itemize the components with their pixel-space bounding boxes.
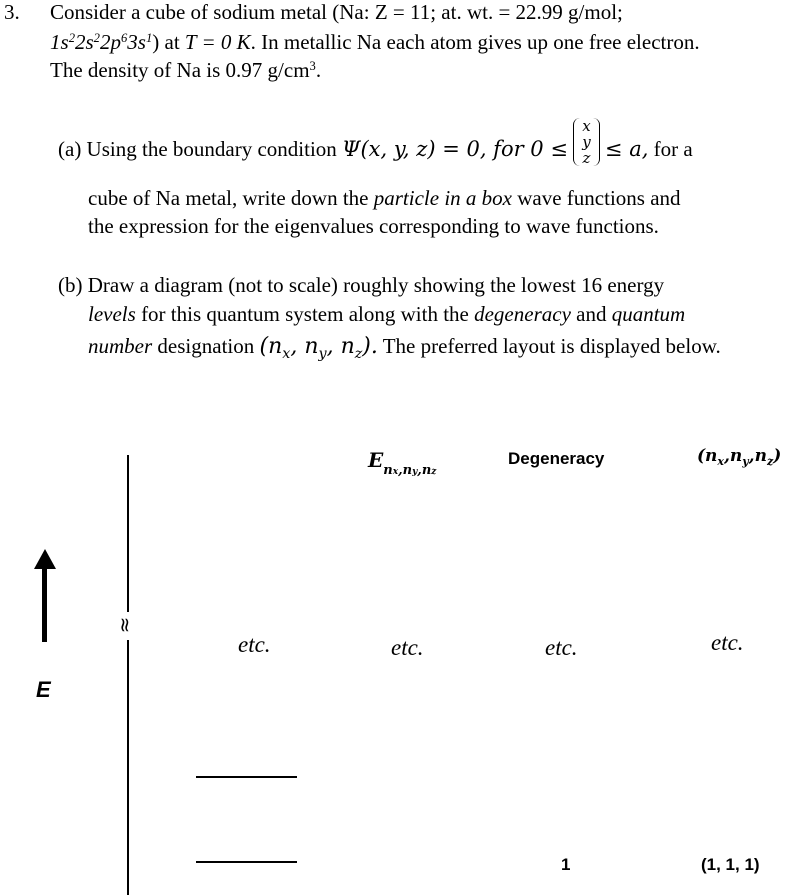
part-b-line3 <box>88 334 721 362</box>
config-3s-exp: 1 <box>145 31 153 46</box>
coordinate-vector <box>573 118 599 166</box>
quantum-number-column-header: $(n_x,n_y,n_z)$ <box>697 446 782 468</box>
energy-arrow-head-icon <box>34 549 56 569</box>
energy-arrow-shaft <box>42 566 47 642</box>
config-2p-exp: 6 <box>120 31 128 46</box>
part-b-line3-end: The preferred layout is displayed below. <box>382 334 721 358</box>
levels-word: levels <box>88 302 136 326</box>
intro-line2-end: . In metallic Na each atom gives up one free electron. <box>250 30 700 54</box>
etc-levels: etc. <box>238 632 271 657</box>
config-1s-exp: 2 <box>68 31 75 46</box>
quantum-number-tuple: ($n_x$, $n_y$, $n_z$). <box>259 334 378 362</box>
energy-column-header: $E_{nx,ny,nz}$ <box>368 448 437 478</box>
boundary-condition: Ψ(x, y, z) = 0, for 0 ≤ <box>342 136 568 161</box>
config-2p: 2p <box>99 30 121 54</box>
part-a-line1-end: for a <box>653 136 693 161</box>
ground-level-quantum-numbers: (1, 1, 1) <box>701 855 760 874</box>
etc-energies: etc. <box>391 635 424 660</box>
vector-right-brace <box>593 118 600 166</box>
number-word: number <box>88 334 153 358</box>
quantum-header-open: (n <box>697 446 718 466</box>
vector-left-brace <box>573 118 580 166</box>
energy-axis-upper <box>127 455 129 612</box>
question-intro-line1: Consider a cube of sodium metal (Na: Z = 11; at. wt. = 22.99 g/mol; <box>50 0 623 24</box>
temperature: T = 0 K <box>184 30 251 54</box>
upper-bound: ≤ a, <box>604 136 649 161</box>
config-2s-exp: 2 <box>93 31 100 46</box>
part-a-label: (a) Using the boundary condition <box>58 136 337 161</box>
ground-level-degeneracy: 1 <box>561 855 571 874</box>
part-b-line2 <box>88 302 685 327</box>
ground-energy-level-line <box>196 861 297 863</box>
energy-axis-label: E <box>36 677 51 702</box>
config-2s: 2s <box>74 30 94 54</box>
tuple-open: (n <box>259 334 283 359</box>
degeneracy-word: degeneracy <box>474 302 571 326</box>
part-a-line2 <box>88 186 681 211</box>
energy-header-symbol: E <box>368 448 384 472</box>
question-intro-line2 <box>50 30 700 55</box>
question-density-line <box>50 58 321 83</box>
config-after: ) at <box>152 30 180 54</box>
quantum-word: quantum <box>611 302 686 326</box>
density-end: . <box>315 58 322 82</box>
density-exp: 3 <box>309 59 316 74</box>
axis-break-symbol: ≈ <box>113 616 138 634</box>
config-1s: 1s <box>50 30 69 54</box>
energy-axis-lower <box>127 640 129 895</box>
config-3s: 3s <box>127 30 146 54</box>
part-b-line2-mid: for this quantum system along with the <box>141 302 469 326</box>
vector-x: x <box>582 117 591 135</box>
and-word: and <box>576 302 607 326</box>
density-text: The density of Na is 0.97 g/cm <box>50 58 310 82</box>
vector-y: y <box>582 133 591 151</box>
degeneracy-column-header: Degeneracy <box>508 449 605 468</box>
part-a-line2-pre: cube of Na metal, write down the <box>88 186 369 210</box>
part-a-line2-post: wave functions and <box>517 186 681 210</box>
vector-z: z <box>582 149 591 167</box>
etc-degeneracy: etc. <box>545 635 578 660</box>
part-b-line1: (b) Draw a diagram (not to scale) roughly showing the lowest 16 energy <box>58 273 665 297</box>
part-a-line3: the expression for the eigenvalues corresponding to wave functions. <box>88 214 659 238</box>
part-a-line1 <box>58 117 693 167</box>
etc-quantum-numbers: etc. <box>711 630 744 655</box>
question-number: 3. <box>4 0 20 24</box>
particle-in-a-box: particle in a box <box>373 186 512 210</box>
energy-level-line <box>196 776 297 778</box>
designation-word: designation <box>157 334 255 358</box>
